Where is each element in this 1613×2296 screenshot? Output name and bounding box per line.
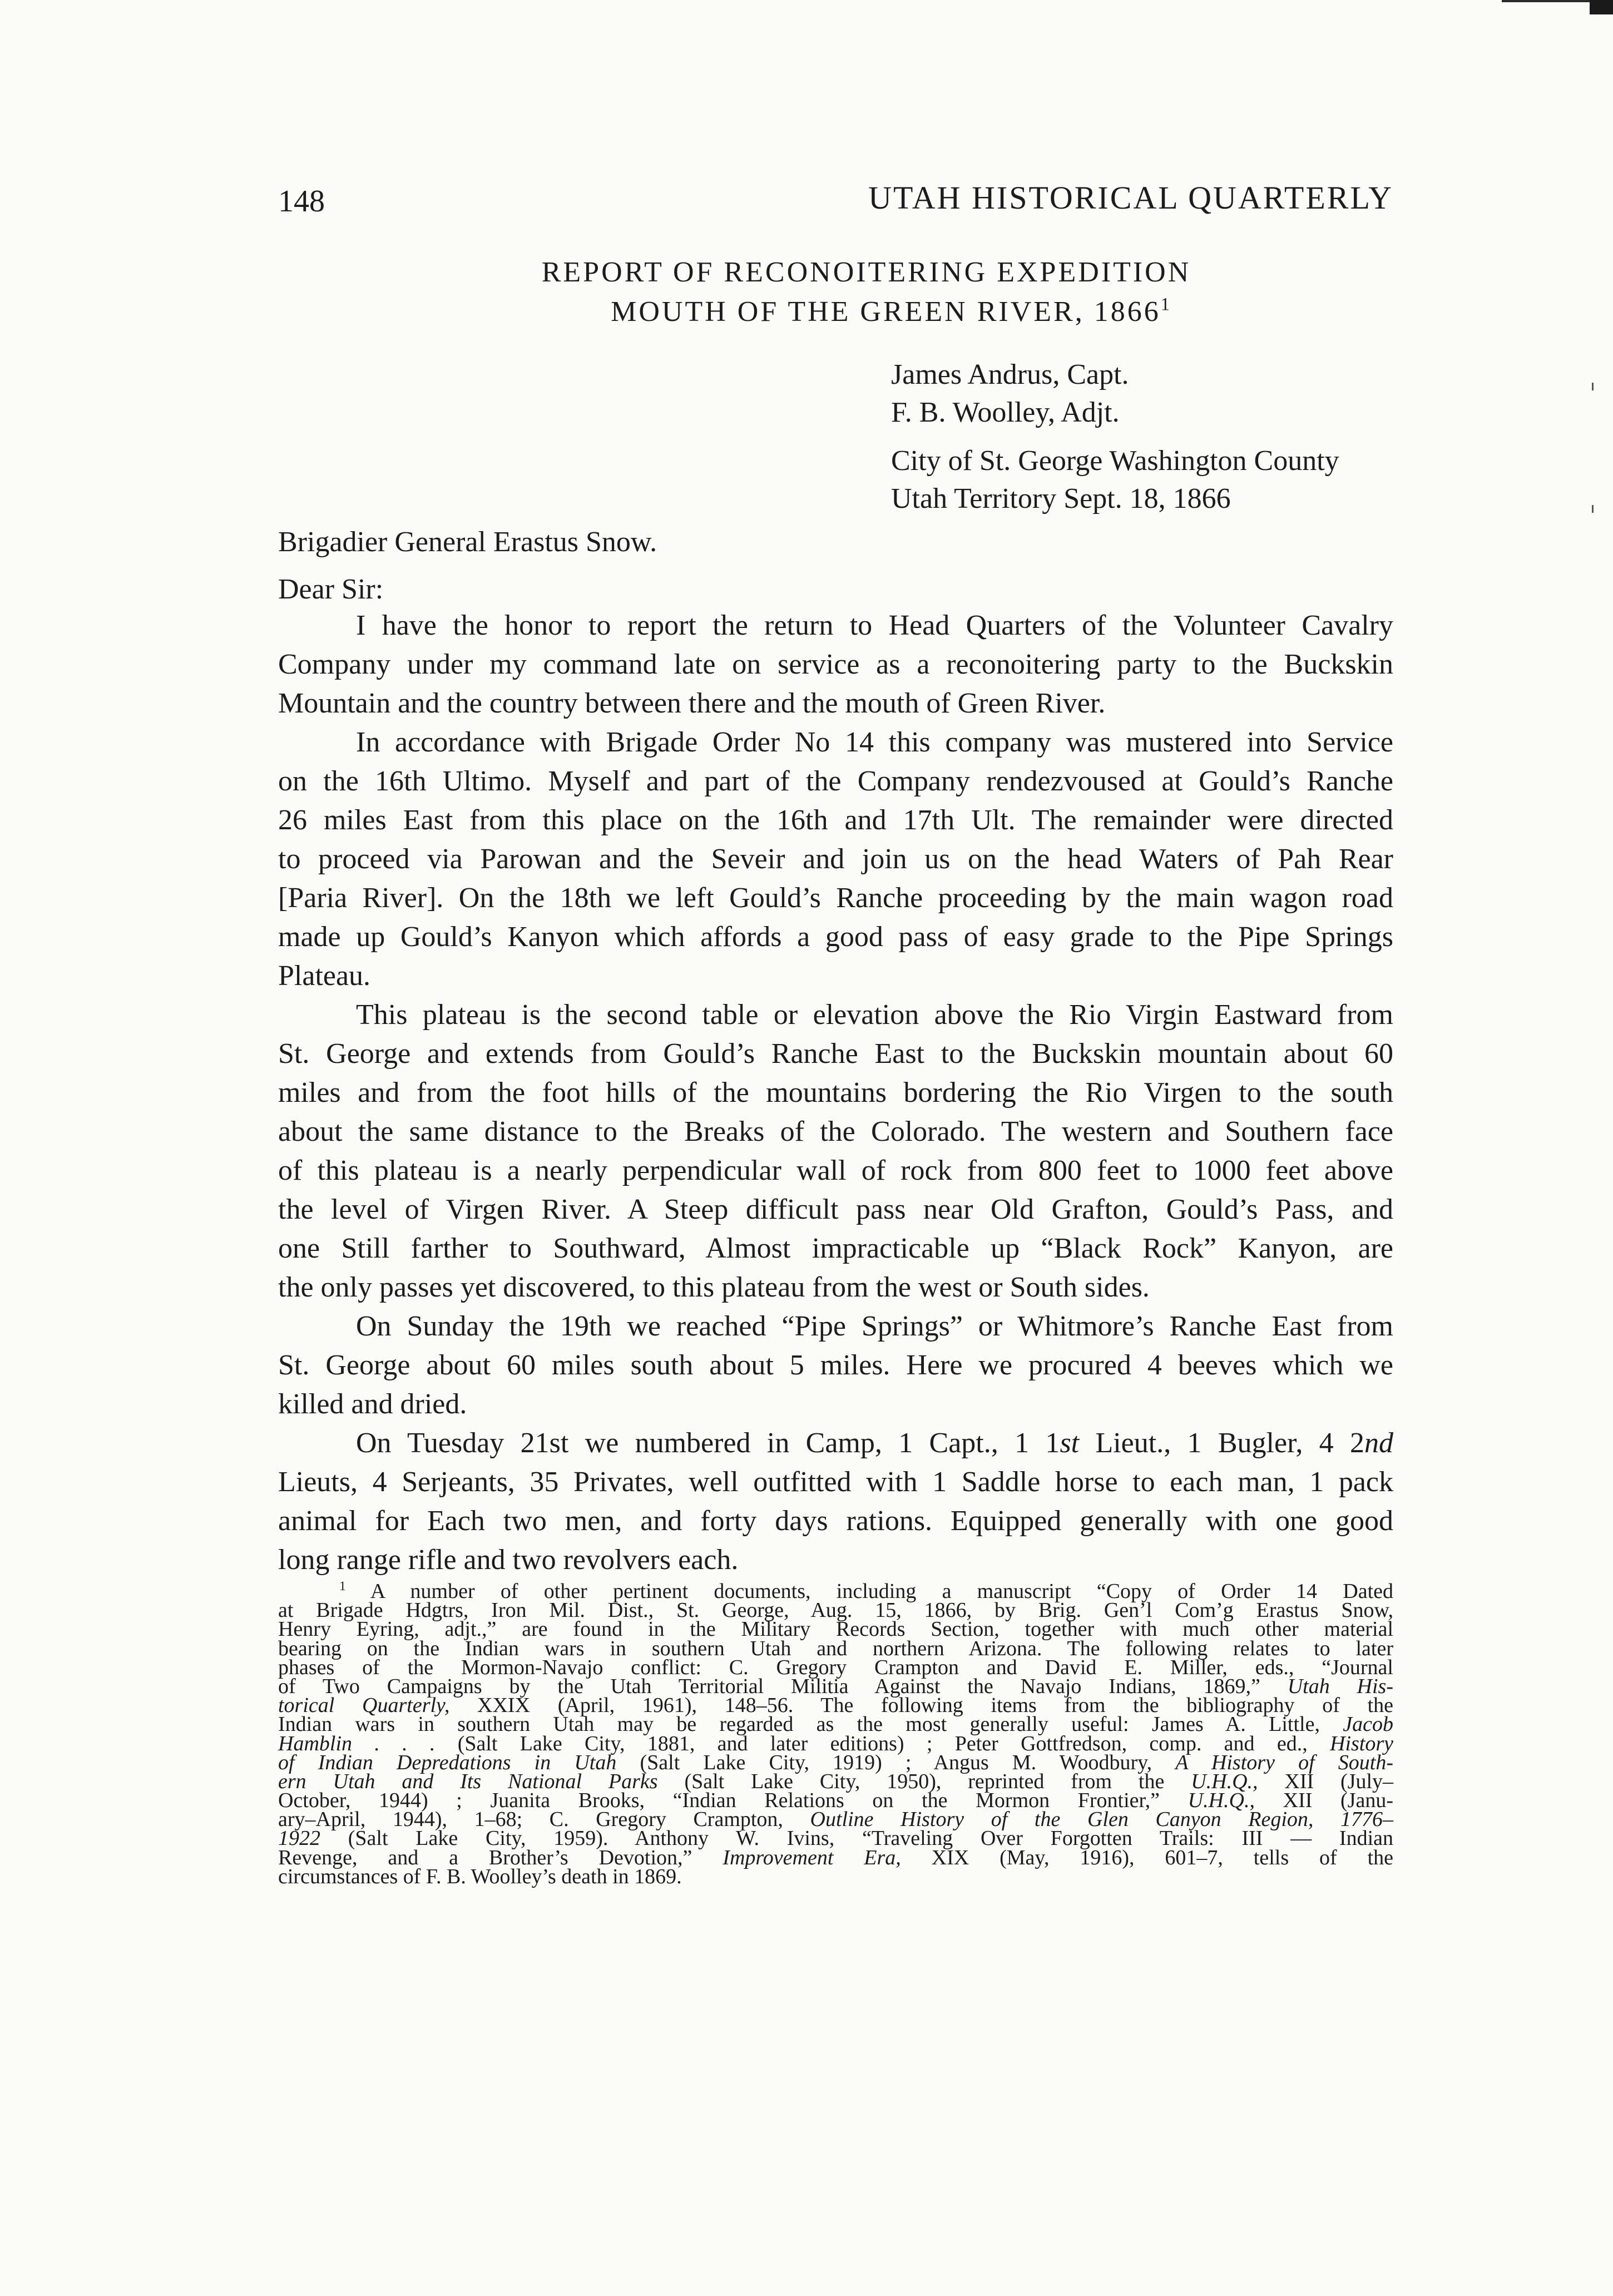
italic-title: Outline History of the Glen Canyon Region, 1776–	[810, 1808, 1393, 1832]
addressee: Brigadier General Erastus Snow.	[278, 526, 657, 558]
letter-body	[278, 606, 1393, 1580]
footnote-text: October, 1944) ; Juanita Brooks, “Indian Relations on the Mormon Frontier,”	[278, 1789, 1188, 1813]
footnote-text: (Salt Lake City, 1881, and later editions) ; Peter Gottfredson, comp. and ed.,	[435, 1731, 1330, 1755]
footnote-text: XIX (May, 1916), 601–7, tells of the	[900, 1845, 1393, 1869]
body-line: to proceed via Parowan and the Seveir and join us on the head Waters of Pah Rear	[278, 843, 1393, 875]
footnote-line: Henry Eyring, adjt.,” are found in the Military Records Section, together with much other material	[278, 1617, 1393, 1641]
letter-date: Utah Territory Sept. 18, 1866	[891, 483, 1231, 514]
body-line: on the 16th Ultimo. Myself and part of the Company rendezvoused at Gould’s Ranche	[278, 765, 1393, 797]
body-line: about the same distance to the Breaks of the Colorado. The western and Southern face	[278, 1116, 1393, 1147]
body-line	[278, 1424, 1393, 1463]
greeting: Dear Sir:	[278, 573, 384, 605]
footnote-line: bearing on the Indian wars in southern Utah and northern Arizona. The following relates to later	[278, 1636, 1393, 1660]
body-line: the only passes yet discovered, to this plateau from the west or South sides.	[278, 1271, 1150, 1303]
margin-mark	[1592, 383, 1594, 390]
footnote-text: XII (July–	[1258, 1769, 1394, 1793]
footnote-text: of Two Campaigns by the Utah Territorial Militia Against the Navajo Indians, 1869,”	[278, 1674, 1288, 1698]
italic-title: Jacob	[1343, 1713, 1393, 1736]
footnote-line	[278, 1789, 1393, 1813]
footnote-text: (Salt Lake City, 1950), reprinted from the	[657, 1769, 1191, 1793]
body-line: [Paria River]. On the 18th we left Gould’s Ranche proceeding by the main wagon road	[278, 882, 1393, 914]
signatory-adjutant: F. B. Woolley, Adjt.	[891, 397, 1120, 428]
body-line: killed and dried.	[278, 1388, 467, 1420]
footnote-line: at Brigade Hdgtrs, Iron Mil. Dist., St. George, Aug. 15, 1866, by Brig. Gen’l Com’g Erastus Snow,	[278, 1599, 1393, 1622]
footnote-line	[278, 1769, 1394, 1793]
document-title-line-2	[278, 295, 1393, 328]
footnote-line	[278, 1750, 1393, 1774]
footnote	[278, 1578, 1394, 1888]
letter-dateline	[891, 442, 1403, 518]
italic-title: 1922	[278, 1827, 320, 1850]
footnote-marker: 1	[339, 1578, 346, 1594]
title-text: MOUTH OF THE GREEN RIVER, 1866	[611, 296, 1161, 328]
footnote-line: circumstances of F. B. Woolley’s death in 1869.	[278, 1864, 682, 1888]
footnote-line	[278, 1829, 1393, 1848]
italic-title: U.H.Q.,	[1191, 1769, 1258, 1793]
body-line: one Still farther to Southward, Almost impracticable up “Black Rock” Kanyon, are	[278, 1233, 1393, 1264]
body-line: I have the honor to report the return to Head Quarters of the Volunteer Cavalry	[356, 610, 1393, 641]
body-text-segment: On Tuesday 21st we numbered in Camp, 1 Capt., 1 1	[356, 1427, 1060, 1459]
body-line: Company under my command late on service as a reconoitering party to the Buckskin	[278, 649, 1393, 680]
body-line: 26 miles East from this place on the 16th and 17th Ult. The remainder were directed	[278, 804, 1393, 836]
body-line: miles and from the foot hills of the mountains bordering the Rio Virgen to the south	[278, 1077, 1393, 1109]
signatory-name: James Andrus, Capt.	[891, 359, 1129, 390]
italic-title: History	[1330, 1731, 1393, 1755]
scan-corner-mark	[1590, 0, 1613, 14]
footnote-line	[278, 1845, 1393, 1869]
footnote-text: A number of other pertinent documents, including a manuscript “Copy of Order 14 Dated	[345, 1580, 1393, 1603]
footnote-text: XII (Janu-	[1255, 1789, 1393, 1813]
italic-title: of Indian Depredations in Utah	[278, 1750, 617, 1774]
italic-title: U.H.Q.,	[1188, 1789, 1255, 1813]
body-line: Lieuts, 4 Serjeants, 35 Privates, well outfitted with 1 Saddle horse to each man, 1 pack	[278, 1466, 1393, 1498]
body-line: On Sunday the 19th we reached “Pipe Springs” or Whitmore’s Ranche East from	[356, 1310, 1393, 1342]
italic-title: Improvement Era,	[723, 1845, 901, 1869]
body-line: long range rifle and two revolvers each.	[278, 1544, 739, 1576]
letter-location: City of St. George Washington County	[891, 445, 1339, 477]
body-line: the level of Virgen River. A Steep difficult pass near Old Grafton, Gould’s Pass, and	[278, 1194, 1393, 1225]
body-line: This plateau is the second table or elevation above the Rio Virgin Eastward from	[356, 999, 1393, 1031]
footnote-text: ary–April, 1944), 1–68; C. Gregory Crampton,	[278, 1808, 810, 1832]
page-number: 148	[278, 184, 325, 219]
body-line: St. George about 60 miles south about 5 miles. Here we procured 4 beeves which we	[278, 1349, 1393, 1381]
footnote-text: Revenge, and a Brother’s Devotion,”	[278, 1845, 723, 1869]
footnote-line	[278, 1808, 1393, 1832]
body-line: Mountain and the country between there and the mouth of Green River.	[278, 687, 1106, 719]
footnote-text: Indian wars in southern Utah may be regarded as the most generally useful: James A. Little,	[278, 1713, 1343, 1736]
body-line: of this plateau is a nearly perpendicular wall of rock from 800 feet to 1000 feet above	[278, 1155, 1393, 1186]
footnote-line: phases of the Mormon-Navajo conflict: C. Gregory Crampton and David E. Miller, eds., “Journal	[278, 1655, 1393, 1679]
body-line: In accordance with Brigade Order No 14 this company was mustered into Service	[356, 726, 1393, 758]
italic-title: torical Quarterly,	[278, 1694, 450, 1718]
body-line: St. George and extends from Gould’s Ranche East to the Buckskin mountain about 60	[278, 1038, 1393, 1070]
italic-ordinal: nd	[1364, 1427, 1393, 1459]
footnote-line	[278, 1674, 1393, 1698]
document-title-line-1: REPORT OF RECONOITERING EXPEDITION	[541, 256, 1191, 288]
italic-title: ern Utah and Its National Parks	[278, 1769, 658, 1793]
footnote-line	[278, 1694, 1393, 1718]
footnote-line	[278, 1715, 1393, 1734]
body-line: animal for Each two men, and forty days rations. Equipped generally with one good	[278, 1505, 1393, 1537]
italic-title: A History of South-	[1175, 1750, 1393, 1774]
signature-block	[891, 356, 1403, 432]
footnote-text: (Salt Lake City, 1959). Anthony W. Ivins, “Traveling Over Forgotten Trails: III — Indian	[320, 1827, 1393, 1850]
footnote-text: (Salt Lake City, 1919) ; Angus M. Woodbury,	[616, 1750, 1176, 1774]
margin-mark	[1592, 505, 1594, 513]
footnote-text: XXIX (April, 1961), 148–56. The following items from the bibliography of the	[449, 1694, 1393, 1718]
body-line: made up Gould’s Kanyon which affords a good pass of easy grade to the Pipe Springs	[278, 921, 1393, 953]
italic-ordinal: st	[1060, 1427, 1080, 1459]
italic-title: Hamblin . . .	[278, 1731, 436, 1755]
journal-title: UTAH HISTORICAL QUARTERLY	[868, 180, 1393, 216]
footnote-reference: 1	[1160, 294, 1172, 314]
body-line: Plateau.	[278, 960, 371, 992]
body-text-segment: Lieut., 1 Bugler, 4 2	[1079, 1427, 1364, 1459]
footnote-line	[278, 1731, 1393, 1755]
footnote-line	[278, 1578, 1393, 1603]
italic-title: Utah His-	[1287, 1674, 1393, 1698]
